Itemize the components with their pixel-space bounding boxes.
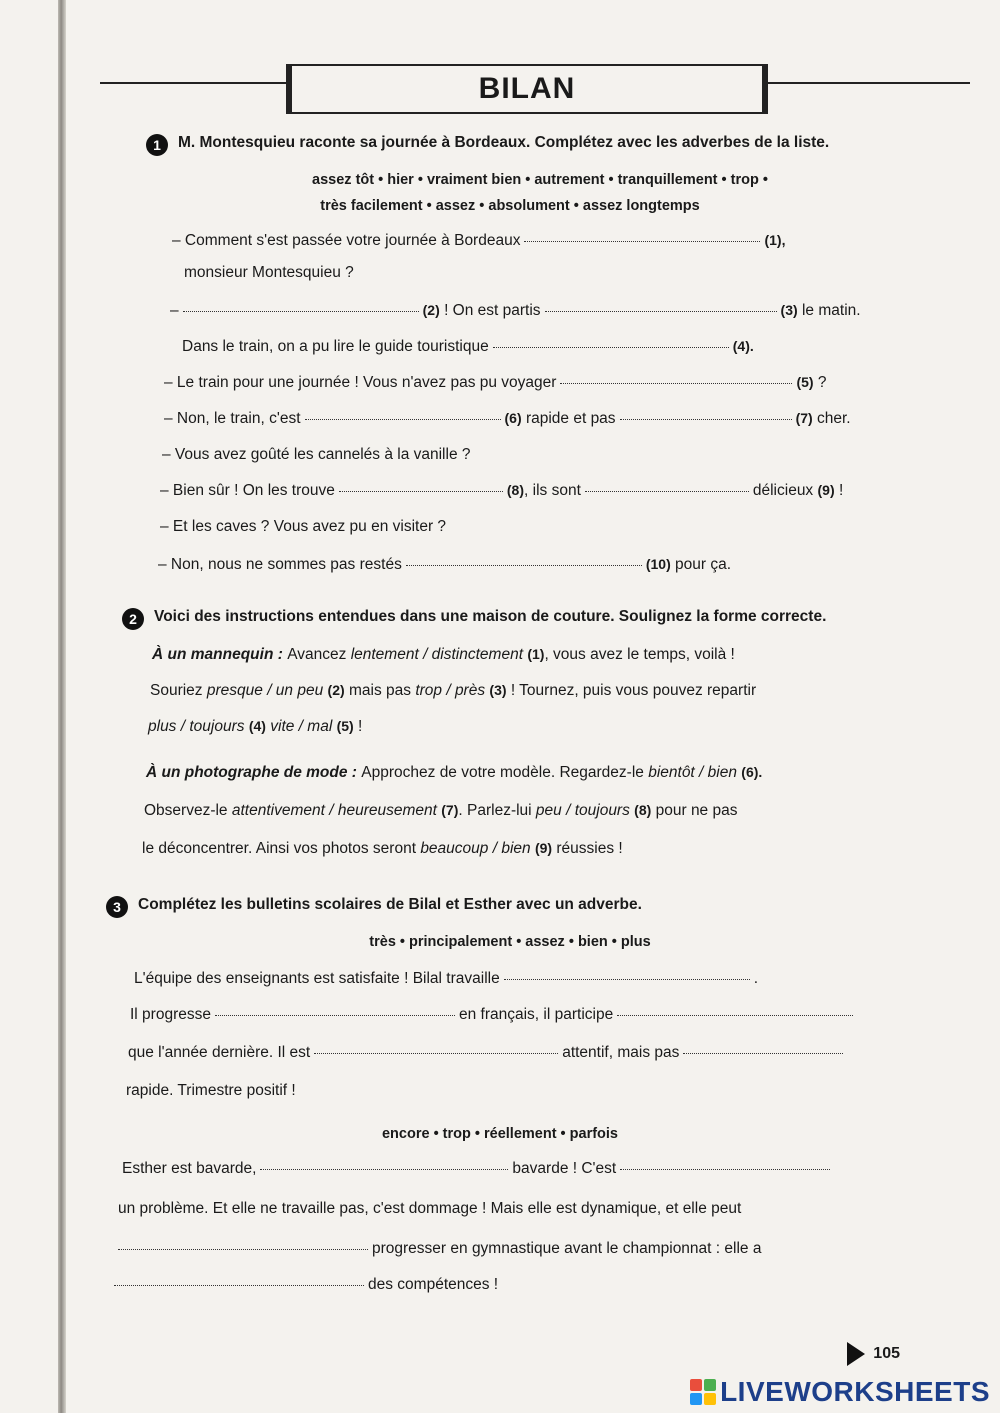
exercise-3-wordlist-1: très • principalement • assez • bien • plus (369, 934, 651, 950)
choice-2[interactable]: presque / un peu (206, 682, 324, 699)
ex2-para1-line2: Souriez presque / un peu (2) mais pas trop / près (3) ! Tournez, puis vous pouvez repartir (150, 682, 757, 699)
blank-b4[interactable] (314, 1052, 558, 1054)
exercise-2-heading (122, 608, 902, 630)
ex2-para1-line3: plus / toujours (4) vite / mal (5) ! (148, 718, 363, 735)
ex1-line-10: – Non, nous ne sommes pas restés (10) pour ça. (158, 556, 732, 573)
blank-10[interactable] (406, 564, 642, 566)
ex3-bilal-line1: L'équipe des enseignants est satisfaite ! Bilal travaille . (134, 970, 759, 987)
ex2-para2-line1: À un photographe de mode : Approchez de votre modèle. Regardez-le bientôt / bien (6). (146, 764, 763, 781)
exercise-3-wordlist-2: encore • trop • réellement • parfois (381, 1126, 618, 1142)
blank-1[interactable] (524, 240, 760, 242)
page-title: BILAN (478, 72, 576, 105)
ex1-line-6: – Non, le train, c'est (6) rapide et pas (7) cher. (164, 410, 851, 427)
ex1-line-1: – Comment s'est passée votre journée à Bordeaux (1), (172, 232, 786, 249)
blank-e4[interactable] (114, 1284, 364, 1286)
blank-e1[interactable] (260, 1168, 508, 1170)
choice-4[interactable]: plus / toujours (148, 718, 245, 735)
ex3-esther-line3: progresser en gymnastique avant le championnat : elle a (114, 1240, 761, 1258)
blank-b5[interactable] (683, 1052, 843, 1054)
blank-3[interactable] (545, 310, 777, 312)
choice-1[interactable]: lentement / distinctement (350, 646, 523, 663)
exercise-2-instruction: Voici des instructions entendues dans une maison de couture. Soulignez la forme correcte. (154, 608, 827, 625)
liveworksheets-logo-icon (690, 1379, 716, 1405)
choice-3[interactable]: trop / près (415, 682, 486, 699)
blank-5[interactable] (560, 382, 792, 384)
blank-9[interactable] (585, 490, 749, 492)
exercise-1-heading (146, 134, 886, 156)
choice-6[interactable]: bientôt / bien (648, 764, 737, 781)
exercise-2-number: 2 (122, 608, 144, 630)
ex3-esther-line1: Esther est bavarde, bavarde ! C'est (122, 1160, 834, 1178)
ex2-para2-line2: Observez-le attentivement / heureusement (7) . Parlez-lui peu / toujours (8) pour ne pas (144, 802, 738, 819)
ex2-para1-line1: À un mannequin : Avancez lentement / distinctement (1) , vous avez le temps, voilà ! (152, 646, 735, 663)
ex3-bilal-line2: Il progresse en français, il participe (130, 1006, 857, 1024)
ex3-esther-line2: un problème. Et elle ne travaille pas, c'est dommage ! Mais elle est dynamique, et elle peut (118, 1200, 742, 1217)
blank-e3[interactable] (118, 1248, 368, 1250)
ex1-line-8: – Bien sûr ! On les trouve (8) , ils sont délicieux (9) ! (160, 482, 844, 499)
page-footer (847, 1342, 900, 1366)
blank-2[interactable] (183, 310, 419, 312)
exercise-3-number: 3 (106, 896, 128, 918)
exercise-3-heading (106, 896, 866, 918)
blank-7[interactable] (620, 418, 792, 420)
blank-8[interactable] (339, 490, 503, 492)
ex1-line-4: Dans le train, on a pu lire le guide touristique (4). (182, 338, 754, 355)
choice-5[interactable]: vite / mal (270, 718, 333, 735)
ex2-para2-line3: le déconcentrer. Ainsi vos photos seront beaucoup / bien (9) réussies ! (142, 840, 623, 857)
exercise-3-instruction: Complétez les bulletins scolaires de Bilal et Esther avec un adverbe. (138, 896, 642, 913)
exercise-1-instruction: M. Montesquieu raconte sa journée à Bordeaux. Complétez avec les adverbes de la liste. (178, 134, 830, 151)
page-binding-edge (58, 0, 66, 1413)
ex3-bilal-line4: rapide. Trimestre positif ! (126, 1082, 296, 1099)
choice-9[interactable]: beaucoup / bien (420, 840, 531, 857)
liveworksheets-brand[interactable] (690, 1376, 990, 1408)
choice-7[interactable]: attentivement / heureusement (231, 802, 437, 819)
ex1-line-7: – Vous avez goûté les cannelés à la vanille ? (162, 446, 471, 463)
page-number: 105 (873, 1345, 900, 1362)
ex1-line-9: – Et les caves ? Vous avez pu en visiter ? (160, 518, 447, 535)
exercise-1-wordlist-2: très facilement • assez • absolument • assez longtemps (320, 198, 700, 214)
blank-b1[interactable] (504, 978, 750, 980)
ex1-line-5: – Le train pour une journée ! Vous n'avez pas pu voyager (5) ? (164, 374, 827, 391)
blank-b3[interactable] (617, 1014, 853, 1016)
ex3-esther-line4: des compétences ! (110, 1276, 498, 1294)
blank-b2[interactable] (215, 1014, 455, 1016)
brand-name: LIVEWORKSHEETS (720, 1376, 990, 1407)
ex1-line-2: monsieur Montesquieu ? (184, 264, 354, 281)
chevron-right-icon (847, 1342, 865, 1366)
ex1-line-3: – (2) ! On est partis (3) le matin. (170, 302, 861, 319)
blank-4[interactable] (493, 346, 729, 348)
choice-8[interactable]: peu / toujours (535, 802, 630, 819)
exercise-1-number: 1 (146, 134, 168, 156)
ex3-bilal-line3: que l'année dernière. Il est attentif, mais pas (128, 1044, 847, 1062)
exercise-1-wordlist-1: assez tôt • hier • vraiment bien • autrement • tranquillement • trop • (312, 172, 768, 188)
blank-6[interactable] (305, 418, 501, 420)
title-box (286, 64, 768, 114)
blank-e2[interactable] (620, 1168, 830, 1170)
